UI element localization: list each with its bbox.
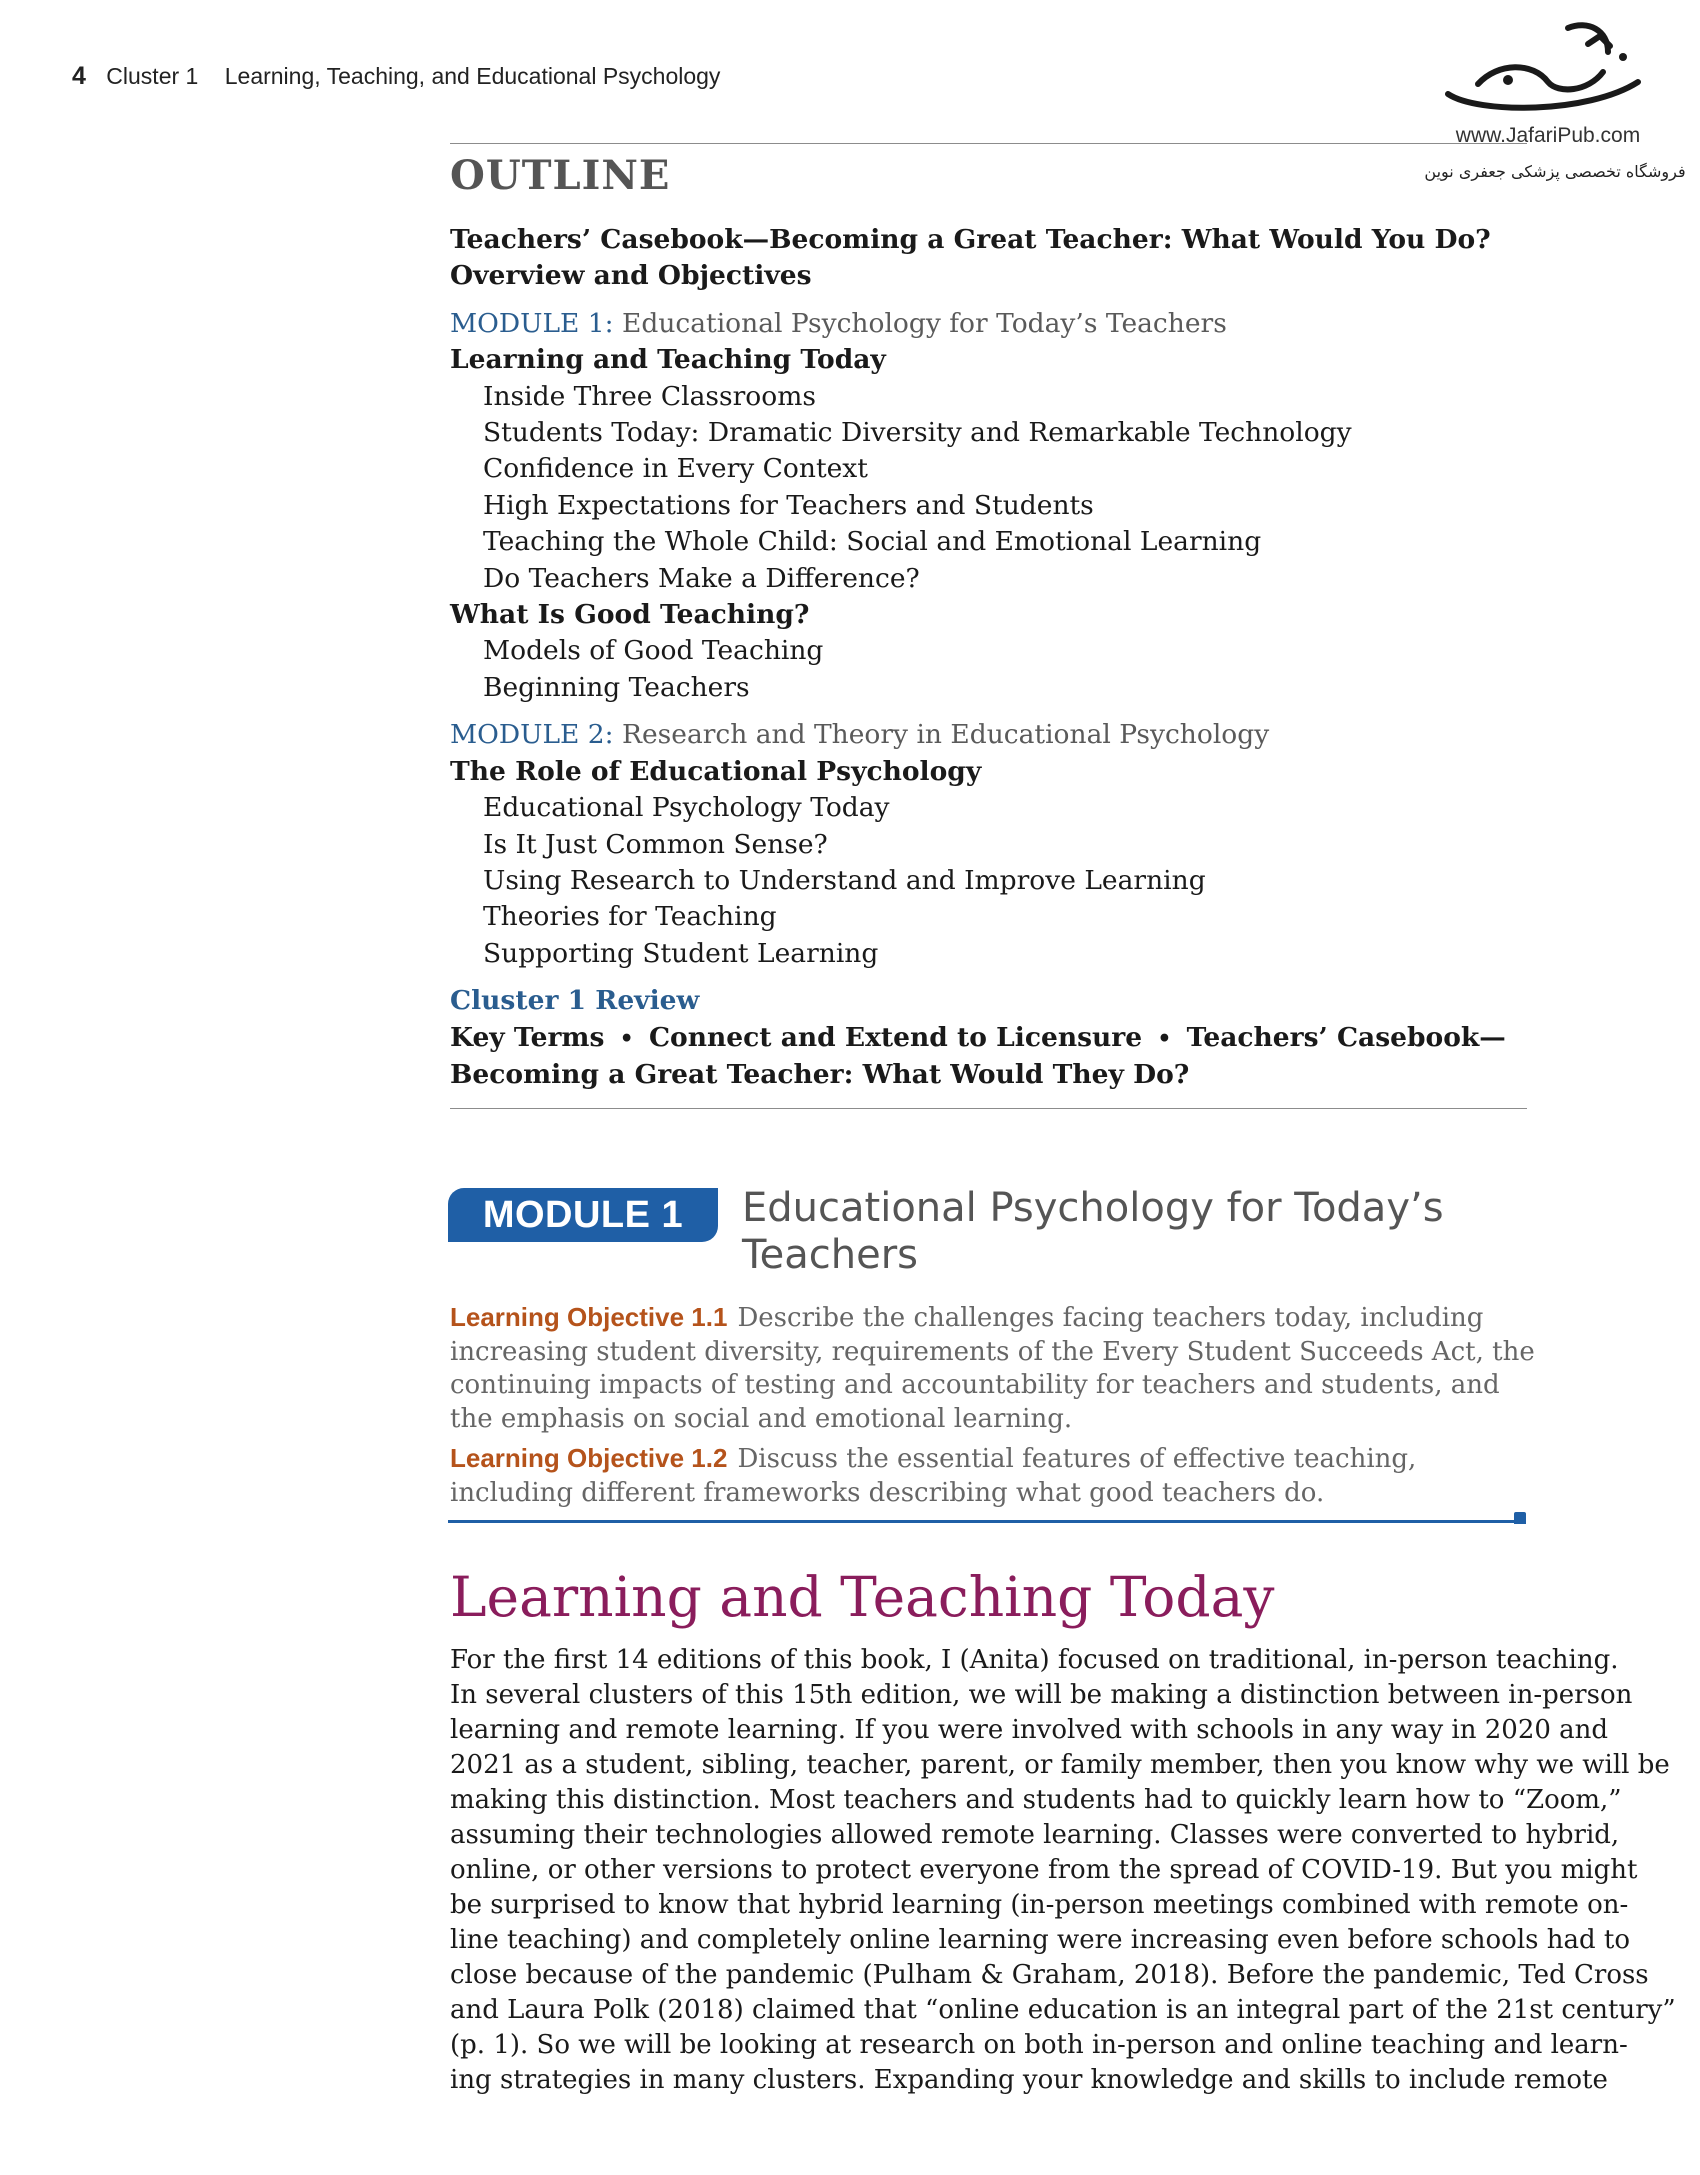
outline-item: Inside Three Classrooms <box>483 380 816 412</box>
objective-label: Learning Objective 1.1 <box>450 1302 728 1332</box>
review-key-terms: Key Terms <box>450 1021 605 1053</box>
outline-module-2 <box>450 717 1527 753</box>
outline-top-rule <box>450 143 1527 144</box>
learning-objective <box>450 1442 1535 1510</box>
outline <box>450 222 1527 1093</box>
module-2-label: MODULE 2: <box>450 719 614 751</box>
watermark-tagline: فروشگاه تخصصی پزشکی جعفری نوین <box>1424 162 1686 181</box>
outline-item: Is It Just Common Sense? <box>483 828 828 860</box>
outline-review-label: Cluster 1 Review <box>450 985 700 1017</box>
outline-item: Teaching the Whole Child: Social and Emotional Learning <box>483 526 1262 558</box>
body-line: In several clusters of this 15th edition, we will be making a distinction between in-person <box>450 1680 1633 1710</box>
outline-bottom-rule <box>450 1108 1527 1109</box>
outline-overview: Overview and Objectives <box>450 260 812 292</box>
body-line: assuming their technologies allowed remote learning. Classes were converted to hybrid, <box>450 1820 1620 1850</box>
outline-item: Do Teachers Make a Difference? <box>483 562 920 594</box>
watermark <box>1420 22 1700 192</box>
body-line: online, or other versions to protect everyone from the spread of COVID-19. But you might <box>450 1855 1638 1885</box>
body-line: For the first 14 editions of this book, I (Anita) focused on traditional, in-person teaching. <box>450 1645 1619 1675</box>
outline-item: High Expectations for Teachers and Students <box>483 489 1094 521</box>
body-line: be surprised to know that hybrid learning (in-person meetings combined with remote on- <box>450 1890 1629 1920</box>
outline-title: OUTLINE <box>450 152 671 199</box>
jafari-calligraphy-logo-icon <box>1438 22 1658 122</box>
review-casebook-cont: Becoming a Great Teacher: What Would They Do? <box>450 1058 1190 1090</box>
review-casebook: Teachers’ Casebook— <box>1186 1021 1506 1053</box>
body-line: (p. 1). So we will be looking at research on both in-person and online teaching and learn- <box>450 2030 1628 2060</box>
outline-section-heading: Learning and Teaching Today <box>450 344 886 376</box>
watermark-url: www.JafariPub.com <box>1455 124 1641 147</box>
module-title-line: Educational Psychology for Today’s <box>742 1185 1444 1231</box>
objective-text: Discuss the essential features of effective teaching, including different frameworks describing what good teachers do. <box>450 1444 1417 1508</box>
outline-item: Students Today: Dramatic Diversity and Remarkable Technology <box>483 417 1352 449</box>
outline-item: Educational Psychology Today <box>483 792 890 824</box>
outline-item: Confidence in Every Context <box>483 453 868 485</box>
learning-objectives <box>450 1301 1535 1516</box>
module-1-title: Educational Psychology for Today’s Teachers <box>622 307 1227 339</box>
module-title <box>742 1185 1532 1279</box>
body-line: line teaching) and completely online learning were increasing even before schools had to <box>450 1925 1630 1955</box>
body-line: learning and remote learning. If you were involved with schools in any way in 2020 and <box>450 1715 1609 1745</box>
bullet: • <box>1157 1025 1172 1052</box>
outline-casebook: Teachers’ Casebook—Becoming a Great Teacher: What Would You Do? <box>450 224 1491 255</box>
body-line: making this distinction. Most teachers and students had to quickly learn how to “Zoom,” <box>450 1785 1622 1815</box>
bullet: • <box>619 1025 634 1052</box>
learning-objective <box>450 1301 1535 1436</box>
module-2-title: Research and Theory in Educational Psychology <box>622 719 1270 751</box>
running-head-cluster: Cluster 1 <box>106 63 199 89</box>
body-line: close because of the pandemic (Pulham & Graham, 2018). Before the pandemic, Ted Cross <box>450 1960 1649 1990</box>
outline-module-1 <box>450 306 1527 342</box>
review-connect-extend: Connect and Extend to Licensure <box>648 1021 1143 1053</box>
outline-item: Supporting Student Learning <box>483 937 879 969</box>
body-paragraph <box>450 1643 1676 2098</box>
objective-text: Describe the challenges facing teachers today, including increasing student diversity, requirements of the Every Student Succeeds Act, the continuing impacts of testing and accountability for teachers and students, and the emphasis on social and emotional learning. <box>450 1303 1535 1434</box>
module-1-label: MODULE 1: <box>450 307 614 339</box>
body-line: 2021 as a student, sibling, teacher, parent, or family member, then you know why we will be <box>450 1750 1670 1780</box>
body-line: and Laura Polk (2018) claimed that “online education is an integral part of the 21st century” <box>450 1995 1676 2025</box>
outline-item: Theories for Teaching <box>483 901 777 933</box>
body-line: ing strategies in many clusters. Expanding your knowledge and skills to include remote <box>450 2065 1608 2095</box>
module-title-line: Teachers <box>742 1232 918 1278</box>
outline-item: Using Research to Understand and Improve Learning <box>483 864 1206 896</box>
outline-section-heading: The Role of Educational Psychology <box>450 755 982 787</box>
outline-item: Beginning Teachers <box>483 671 750 703</box>
objectives-rule <box>448 1520 1523 1523</box>
running-head-title: Learning, Teaching, and Educational Psychology <box>224 63 721 89</box>
module-badge: MODULE 1 <box>448 1188 718 1242</box>
objective-label: Learning Objective 1.2 <box>450 1443 728 1473</box>
outline-review-items <box>450 1020 1527 1057</box>
outline-item: Models of Good Teaching <box>483 635 824 667</box>
page-number: 4 <box>72 62 86 90</box>
running-head <box>72 62 720 91</box>
section-title: Learning and Teaching Today <box>450 1565 1275 1629</box>
objectives-rule-cap <box>1514 1512 1526 1524</box>
outline-section-heading: What Is Good Teaching? <box>450 599 810 631</box>
